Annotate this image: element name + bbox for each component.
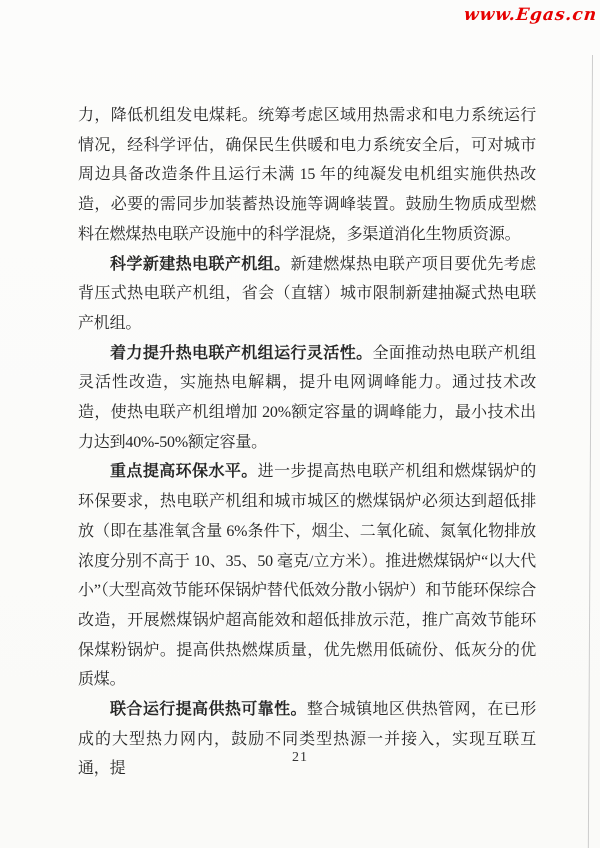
paragraph-text: 进一步提高热电联产机组和燃煤锅炉的环保要求，热电联产机组和城市城区的燃煤锅炉必须达到超低排放（即在基准氧含量 6%条件下，烟尘、二氧化硫、氮氧化物排放浓度分别不高于 10、35、50 毫克/立方米）。推进燃煤锅炉“以大代小”（大型高效节能环保锅炉替代低效分散小锅炉）和节能环保综合改造，开展燃煤锅炉超高能效和超低排放示范，推广高效节能环保煤粉锅炉。提高供热燃煤质量，优先燃用低硫份、低灰分的优质煤。: [78, 463, 536, 689]
document-body: [78, 101, 536, 784]
paragraph-text: 新建燃煤热电联产项目要优先考虑背压式热电联产机组，省会（直辖）城市限制新建抽凝式热电联产机组。: [78, 255, 536, 332]
paragraph-text: 全面推动热电联产机组灵活性改造，实施热电解耦，提升电网调峰能力。通过技术改造，使热电联产机组增加 20%额定容量的调峰能力，最小技术出力达到40%-50%额定容量。: [78, 344, 536, 451]
paragraph-lead: 科学新建热电联产机组。: [110, 255, 291, 273]
paragraph-text: 力，降低机组发电煤耗。统筹考虑区域用热需求和电力系统运行情况，经科学评估，确保民生供暖和电力系统安全后，可对城市周边具备改造条件且运行未满 15 年的纯凝发电机组实施供热改造，必要的需同步加装蓄热设施等调峰装置。鼓励生物质成型燃料在燃煤热电联产设施中的科学混烧，多渠道消化生物质资源。: [78, 107, 536, 243]
site-watermark: www.Egas.cn: [462, 5, 599, 25]
paragraph-lead: 联合运行提高供热可靠性。: [110, 701, 307, 719]
paragraph: [78, 457, 536, 695]
paragraph-lead: 着力提升热电联产机组运行灵活性。: [110, 344, 373, 362]
paragraph: [78, 339, 536, 458]
paragraph: [78, 101, 536, 250]
paragraph: [78, 695, 536, 784]
paragraph-lead: 重点提高环保水平。: [110, 463, 258, 481]
page-number: 21: [292, 750, 308, 765]
scan-edge-line: [588, 55, 593, 848]
paragraph-text: 整合城镇地区供热管网，在已形成的大型热力网内，鼓励不同类型热源一并接入，实现互联互通，提: [78, 701, 536, 778]
paragraph: [78, 250, 536, 339]
